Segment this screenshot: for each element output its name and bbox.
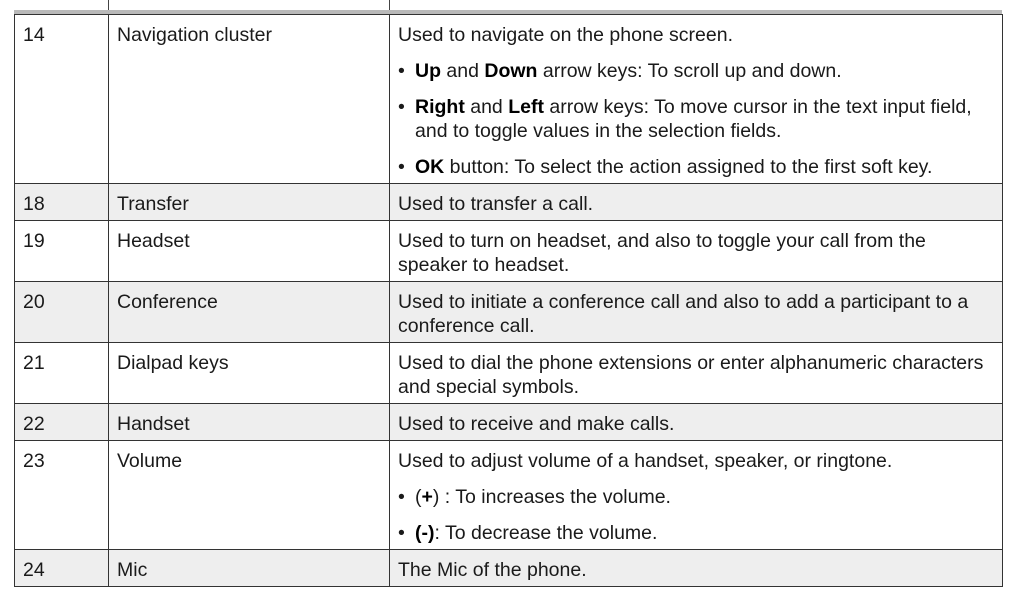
item-description — [390, 441, 1003, 550]
list-item: • (-): To decrease the volume. — [398, 522, 658, 544]
table-row — [15, 343, 1003, 404]
list-item: • (+) : To increases the volume. — [398, 486, 671, 508]
item-name: Volume — [109, 441, 390, 550]
item-number: 19 — [15, 221, 109, 282]
list-item: • Right and Left arrow keys: To move cursor in the text input field, and to toggle values in the selection fields. — [398, 96, 972, 142]
item-description: Used to turn on headset, and also to toggle your call from the speaker to headset. — [390, 221, 1003, 282]
table-row — [15, 550, 1003, 587]
item-name: Mic — [109, 550, 390, 587]
item-number: 22 — [15, 404, 109, 441]
bullet-icon: • — [398, 60, 405, 82]
item-description: Used to receive and make calls. — [390, 404, 1003, 441]
item-description — [390, 15, 1003, 184]
list-item: • OK button: To select the action assigned to the first soft key. — [398, 156, 933, 178]
item-name: Dialpad keys — [109, 343, 390, 404]
key-description-table — [14, 14, 1003, 587]
key-name: (-) — [415, 522, 435, 544]
bullet-icon: • — [398, 486, 405, 508]
description-text: Used to navigate on the phone screen. — [398, 24, 733, 46]
item-number: 14 — [15, 15, 109, 184]
item-description: Used to transfer a call. — [390, 184, 1003, 221]
description-text: Used to adjust volume of a handset, speaker, or ringtone. — [398, 450, 893, 472]
list-item: • Up and Down arrow keys: To scroll up and down. — [398, 60, 842, 82]
table-row — [15, 184, 1003, 221]
item-description: The Mic of the phone. — [390, 550, 1003, 587]
table-row — [15, 282, 1003, 343]
item-name: Handset — [109, 404, 390, 441]
key-name: Left — [508, 96, 544, 118]
table-row — [15, 221, 1003, 282]
item-number: 23 — [15, 441, 109, 550]
item-description: Used to dial the phone extensions or enter alphanumeric characters and special symbols. — [390, 343, 1003, 404]
item-number: 20 — [15, 282, 109, 343]
key-name: Right — [415, 96, 465, 118]
item-description: Used to initiate a conference call and also to add a participant to a conference call. — [390, 282, 1003, 343]
table-top-strip — [14, 0, 1002, 14]
item-name: Navigation cluster — [109, 15, 390, 184]
key-name: Up — [415, 60, 441, 82]
key-name: OK — [415, 156, 445, 178]
item-number: 24 — [15, 550, 109, 587]
key-name: Down — [484, 60, 538, 82]
item-name: Transfer — [109, 184, 390, 221]
bullet-icon: • — [398, 522, 405, 544]
item-name: Conference — [109, 282, 390, 343]
bullet-icon: • — [398, 96, 405, 118]
item-number: 18 — [15, 184, 109, 221]
item-number: 21 — [15, 343, 109, 404]
table-row — [15, 441, 1003, 550]
item-name: Headset — [109, 221, 390, 282]
key-name: + — [421, 486, 433, 508]
table-row — [15, 15, 1003, 184]
table-row — [15, 404, 1003, 441]
bullet-icon: • — [398, 156, 405, 178]
